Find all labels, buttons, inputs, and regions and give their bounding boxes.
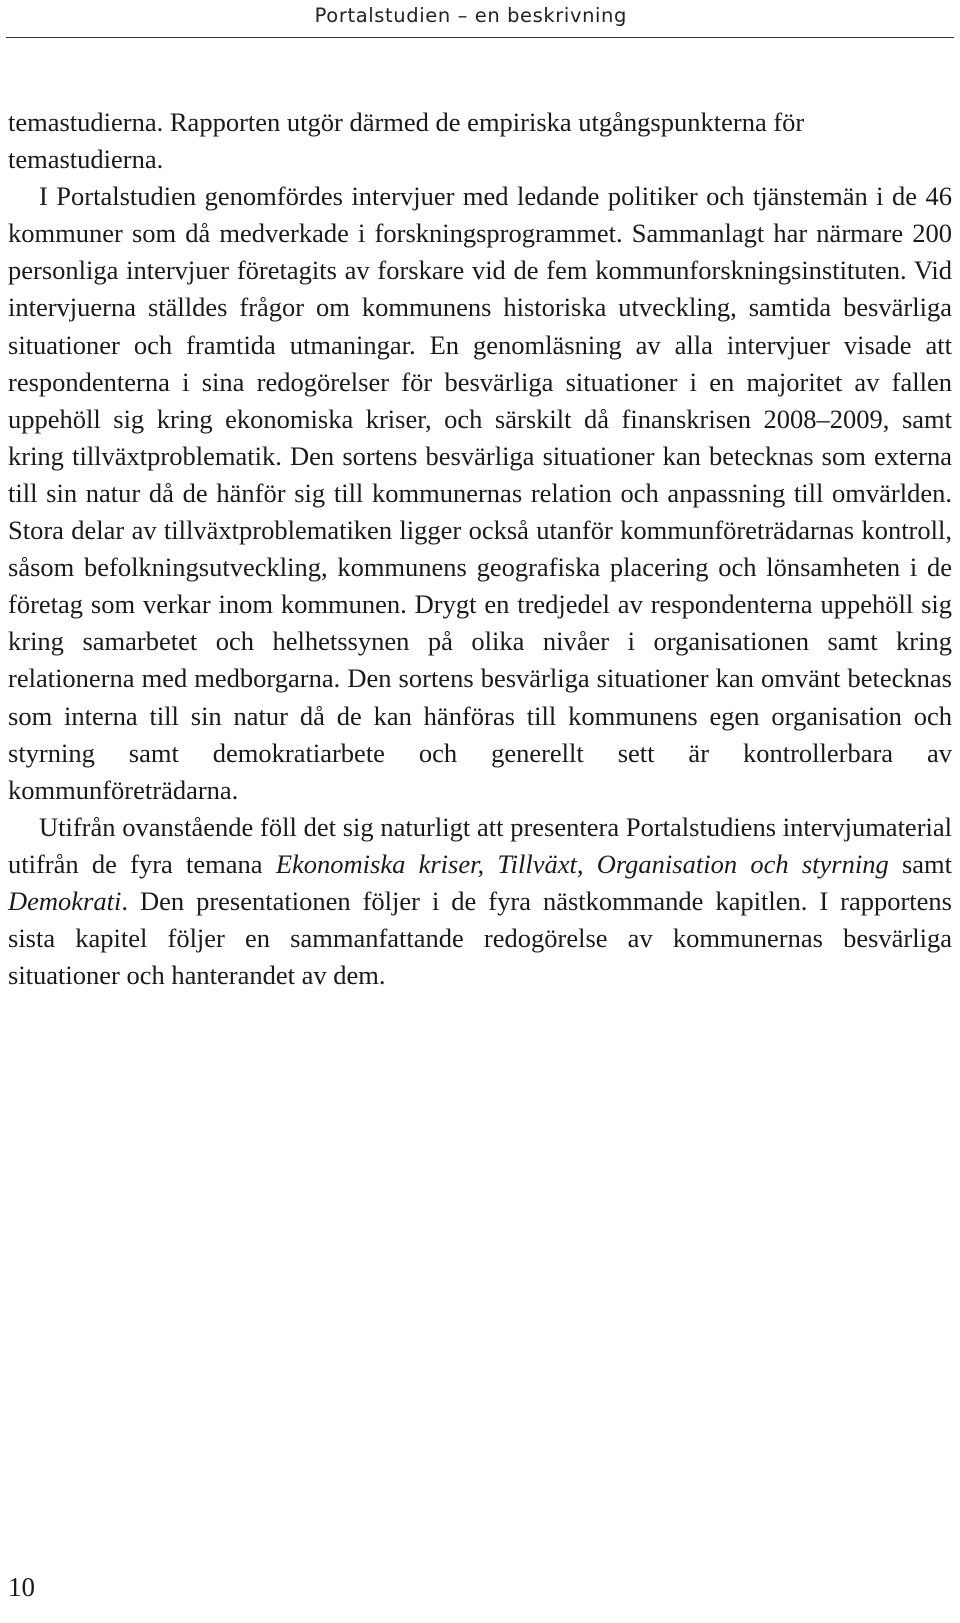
themes-italic-list: Ekonomiska kriser, Tillväxt, Organisation och styrning [275,848,889,879]
running-header [0,0,960,38]
themes-text-3: . Den presentationen följer i de fyra nästkommande kapitlen. I rapportens sista kapitel följer en sammanfattande redogörelse av kommunernas besvärliga situationer och hanterandet av dem. [8,885,952,991]
page-number: 10 [8,1572,35,1602]
themes-text-1: Utifrån ovanstående föll det sig naturligt att presentera Portalstudiens intervjumaterial utifrån de fyra temana [8,811,952,879]
paragraph-continuation: temastudierna. Rapporten utgör därmed de empiriska utgångspunkterna för temastudierna. [8,107,805,175]
running-title: Portalstudien – en beskrivning [314,4,627,27]
paragraph-portalstudien-interviews: I Portalstudien genomfördes intervjuer med ledande politiker och tjänstemän i de 46 kommuner som då medverkade i forskningsprogrammet. Sammanlagt har närmare 200 personliga intervjuer företagits av forskare vid de fem kommunforskningsinstituten. Vid intervjuerna ställdes frågor om kommunens historiska utveckling, samtida besvärliga situationer och framtida utmaningar. En genomläsning av alla intervjuer visade att respondenterna i sina redogörelser för besvärliga situationer i en majoritet av fallen uppehöll sig kring ekonomiska kriser, och särskilt då finanskrisen 2008–2009, samt kring tillväxtproblematik. Den sortens besvärliga situationer kan betecknas som externa till sin natur då de hänför sig till kommunernas relation och anpassning till omvärlden. Stora delar av tillväxtproblematiken ligger också utanför kommunföreträdarnas kontroll, såsom befolkningsutveckling, kommunens geografiska placering och lönsamheten i de företag som verkar inom kommunen. Drygt en tredjedel av respondenterna uppehöll sig kring samarbetet och helhetssynen på olika nivåer i organisationen samt kring relationerna med medborgarna. Den sortens besvärliga situationer kan omvänt betecknas som interna till sin natur då de kan hänföras till kommunens egen organisation och styrning samt demokratiarbete och generellt sett är kontrollerbara av kommunföreträdarna. [8,181,952,805]
themes-text-2: samt [888,848,952,879]
body-text [8,104,952,994]
header-rule [6,37,954,38]
paragraph-themes [8,809,952,994]
themes-italic-demokrati: Demokrati [8,885,122,916]
